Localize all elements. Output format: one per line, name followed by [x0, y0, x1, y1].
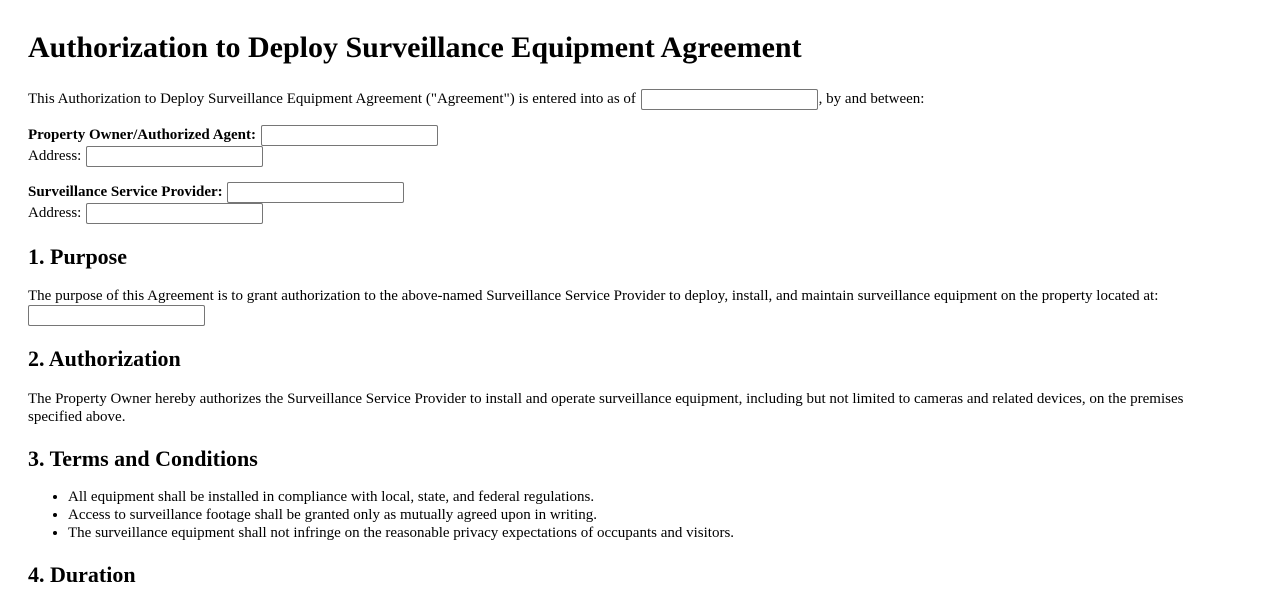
service-provider-label: Surveillance Service Provider: — [28, 184, 223, 200]
service-provider-address-label: Address: — [28, 205, 82, 221]
property-owner-block — [28, 125, 1250, 167]
intro-text-after: , by and between: — [818, 90, 925, 107]
service-provider-address-input[interactable] — [86, 203, 263, 224]
page-title: Authorization to Deploy Surveillance Equipment Agreement — [28, 31, 802, 64]
list-item: • Access to surveillance footage shall be granted only as mutually agreed upon in writing. — [68, 506, 1250, 524]
property-owner-address-input[interactable] — [86, 146, 263, 167]
agreement-date-input[interactable] — [641, 89, 818, 110]
duration-heading: 4. Duration — [28, 562, 136, 587]
intro-text-before: This Authorization to Deploy Surveillance Equipment Agreement ("Agreement") is entered into as of — [28, 90, 640, 107]
service-provider-block — [28, 182, 1250, 224]
authorization-heading: 2. Authorization — [28, 346, 181, 371]
property-owner-address-label: Address: — [28, 148, 82, 164]
terms-list — [28, 488, 1250, 542]
purpose-paragraph — [28, 287, 1250, 326]
purpose-heading: 1. Purpose — [28, 244, 127, 269]
purpose-text: The purpose of this Agreement is to grant authorization to the above-named Surveillance Service Provider to deploy, install, and maintain surveillance equipment on the property located at: — [28, 288, 1159, 304]
property-location-input[interactable] — [28, 305, 205, 326]
intro-paragraph — [28, 89, 1250, 110]
property-owner-label: Property Owner/Authorized Agent: — [28, 127, 257, 143]
property-owner-input[interactable] — [261, 125, 438, 146]
authorization-paragraph: The Property Owner hereby authorizes the Surveillance Service Provider to install and operate surveillance equipment, including but not limited to cameras and related devices, on the premises specified above. — [28, 391, 1184, 425]
service-provider-input[interactable] — [227, 182, 404, 203]
terms-heading: 3. Terms and Conditions — [28, 446, 258, 471]
list-item: • The surveillance equipment shall not infringe on the reasonable privacy expectations of occupants and visitors. — [68, 524, 1250, 542]
list-item: • All equipment shall be installed in compliance with local, state, and federal regulations. — [68, 488, 1250, 506]
